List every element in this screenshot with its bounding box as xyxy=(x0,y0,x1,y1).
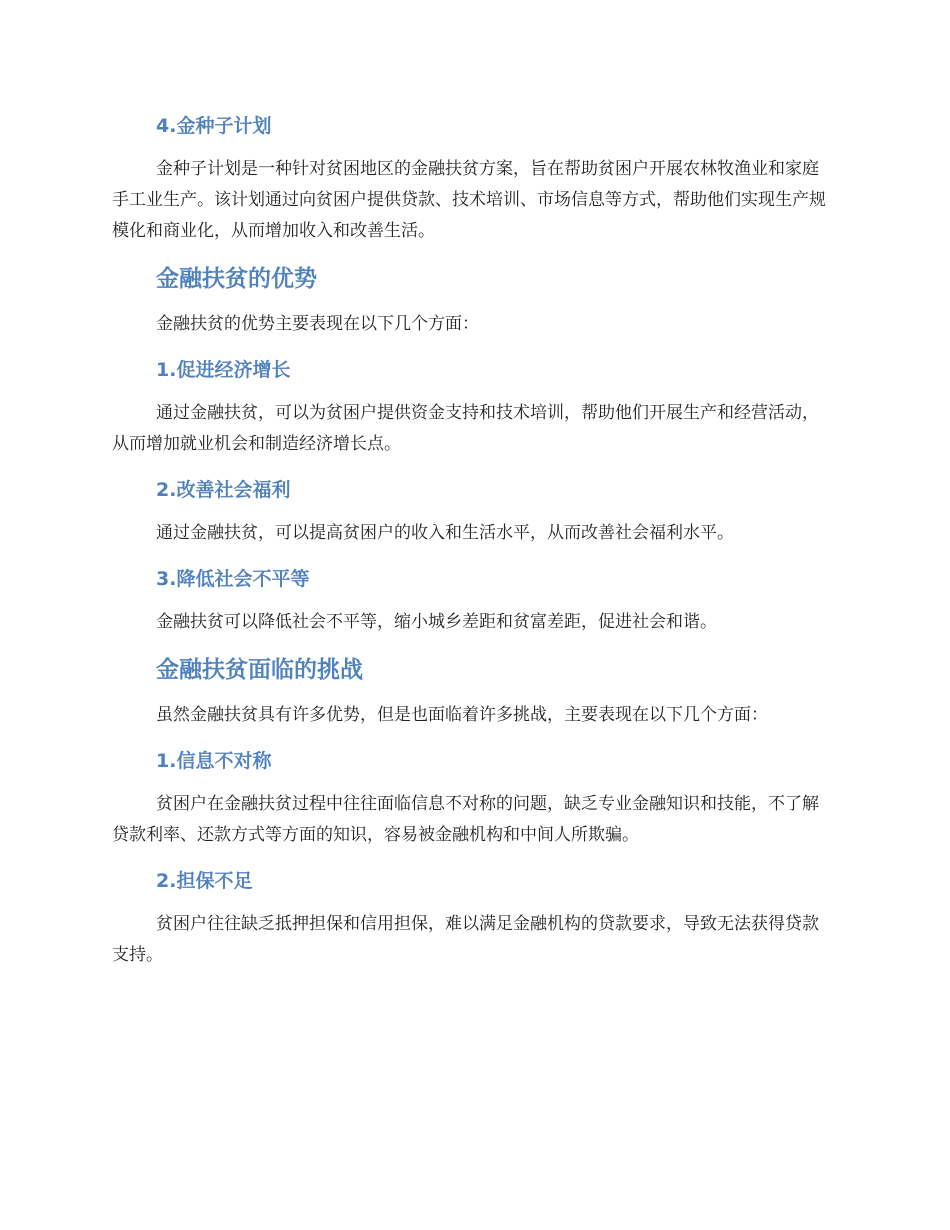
subheading-reduce-inequality: 3.降低社会不平等 xyxy=(156,568,310,590)
subheading-information-asymmetry: 1.信息不对称 xyxy=(156,750,272,772)
paragraph-improve-welfare: 通过金融扶贫，可以提高贫困户的收入和生活水平，从而改善社会福利水平。 xyxy=(156,523,734,543)
paragraph-insufficient-collateral: 贫困户往往缺乏抵押担保和信用担保，难以满足金融机构的贷款要求，导致无法获得贷款支持。 xyxy=(112,914,819,965)
paragraph-gold-seed-plan: 金种子计划是一种针对贫困地区的金融扶贫方案，旨在帮助贫困户开展农林牧渔业和家庭手工业生产。该计划通过向贫困户提供贷款、技术培训、市场信息等方式，帮助他们实现生产规模化和商业化，从而增加收入和改善生活。 xyxy=(112,159,826,241)
subheading-improve-welfare: 2.改善社会福利 xyxy=(156,479,291,501)
paragraph-promote-growth: 通过金融扶贫，可以为贫困户提供资金支持和技术培训，帮助他们开展生产和经营活动，从而增加就业机会和制造经济增长点。 xyxy=(112,403,819,454)
subheading-insufficient-collateral: 2.担保不足 xyxy=(156,870,253,892)
paragraph-advantages-intro: 金融扶贫的优势主要表现在以下几个方面： xyxy=(156,314,479,334)
paragraph-challenges-intro: 虽然金融扶贫具有许多优势，但是也面临着许多挑战，主要表现在以下几个方面： xyxy=(156,705,768,725)
section-heading-advantages: 金融扶贫的优势 xyxy=(156,266,317,292)
document-body xyxy=(112,108,832,971)
paragraph-information-asymmetry: 贫困户在金融扶贫过程中往往面临信息不对称的问题，缺乏专业金融知识和技能，不了解贷款利率、还款方式等方面的知识，容易被金融机构和中间人所欺骗。 xyxy=(112,794,819,845)
section-heading-gold-seed-plan: 4.金种子计划 xyxy=(156,115,272,137)
subheading-promote-growth: 1.促进经济增长 xyxy=(156,359,291,381)
section-heading-challenges: 金融扶贫面临的挑战 xyxy=(156,657,363,683)
paragraph-reduce-inequality: 金融扶贫可以降低社会不平等，缩小城乡差距和贫富差距，促进社会和谐。 xyxy=(156,612,717,632)
